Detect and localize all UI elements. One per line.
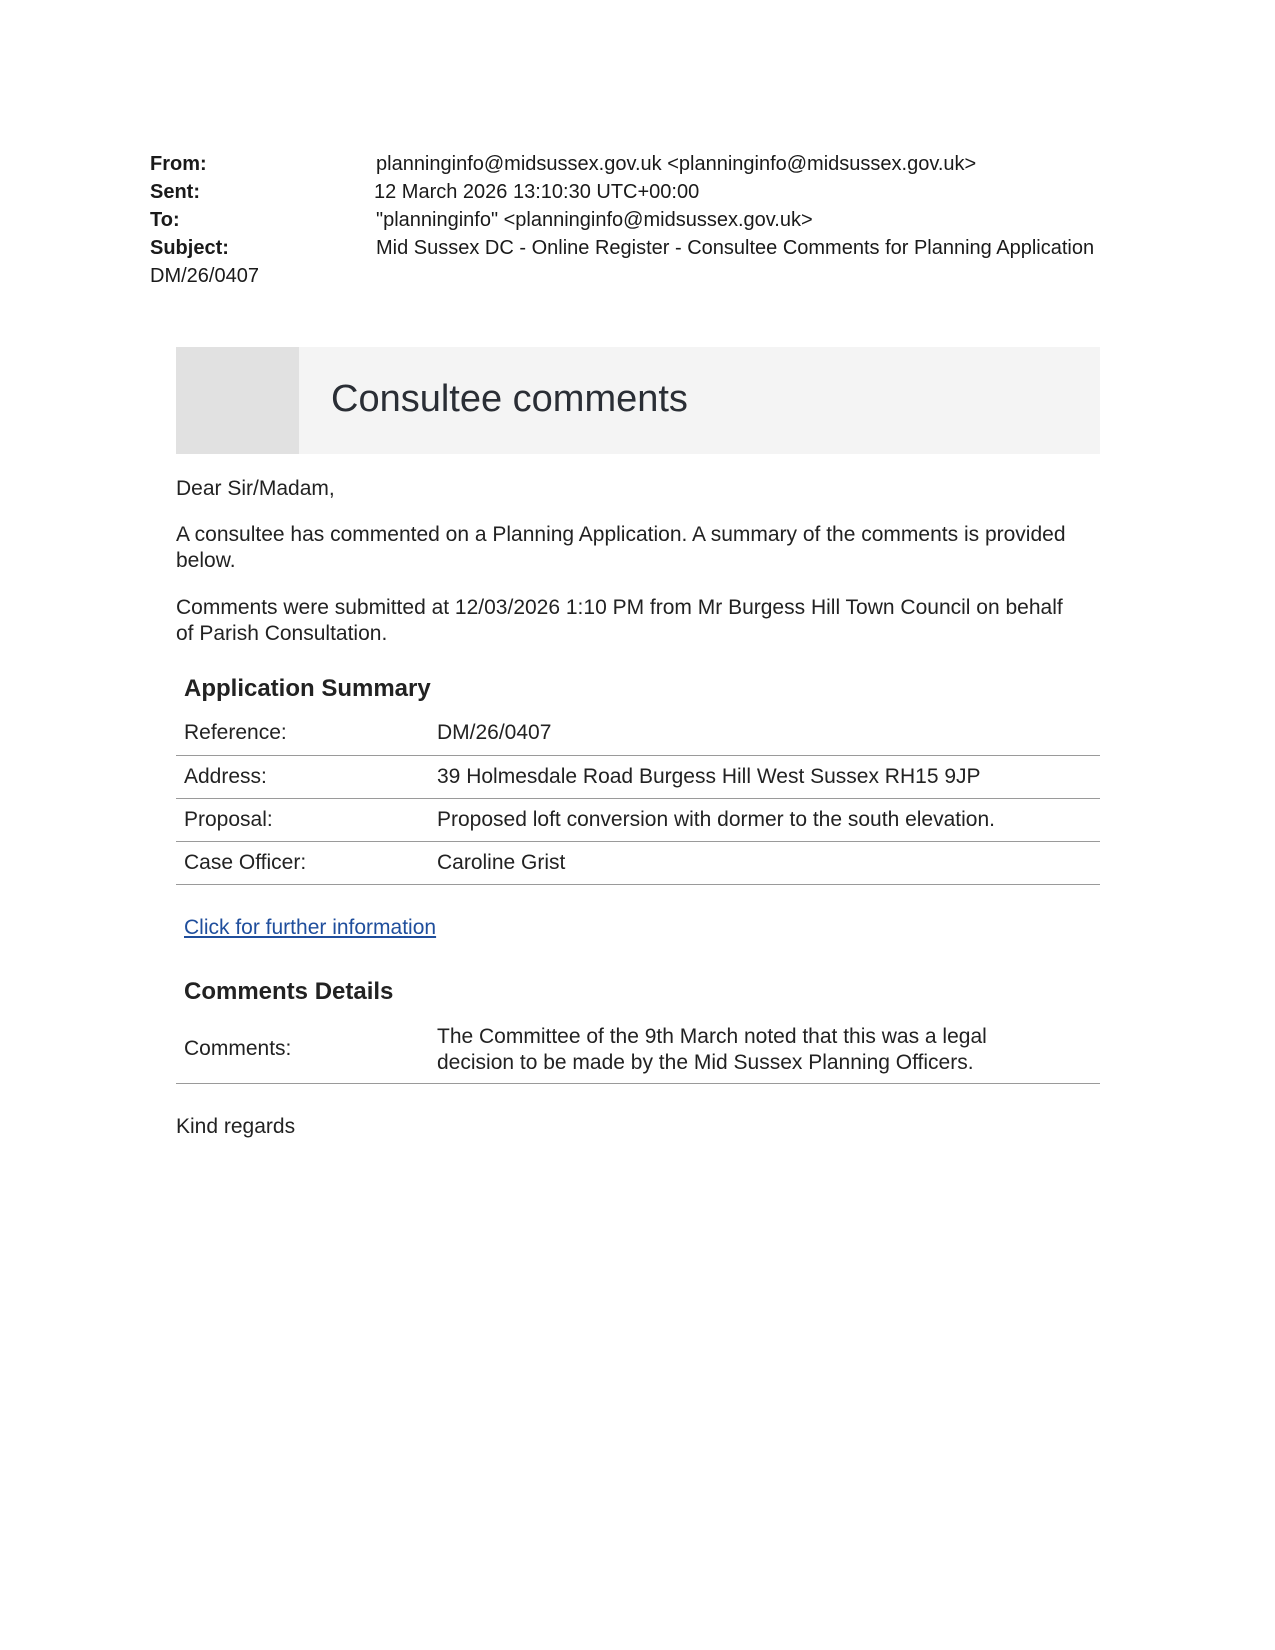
email-header	[150, 150, 1150, 290]
closing: Kind regards	[176, 1115, 296, 1138]
case-officer-label: Case Officer:	[184, 851, 307, 874]
greeting: Dear Sir/Madam,	[176, 477, 335, 500]
application-summary-heading: Application Summary	[184, 675, 431, 702]
summary-row-case-officer	[176, 842, 1100, 885]
reference-label: Reference:	[184, 721, 287, 744]
to-value: "planninginfo" <planninginfo@midsussex.gov.uk>	[376, 209, 813, 231]
sent-value: 12 March 2026 13:10:30 UTC+00:00	[374, 181, 700, 203]
banner-logo-placeholder	[176, 347, 299, 454]
to-label: To:	[150, 209, 180, 231]
subject-continuation: DM/26/0407	[150, 265, 259, 287]
summary-row-proposal	[176, 799, 1100, 842]
further-information-link[interactable]: Click for further information	[184, 916, 437, 939]
comments-details-heading: Comments Details	[184, 978, 394, 1005]
from-row	[150, 150, 1150, 178]
banner-title: Consultee comments	[331, 378, 688, 420]
address-value: 39 Holmesdale Road Burgess Hill West Sussex RH15 9JP	[437, 765, 981, 788]
address-label: Address:	[184, 765, 267, 788]
intro-paragraph-2: Comments were submitted at 12/03/2026 1:10 PM from Mr Burgess Hill Town Council on behalf of Parish Consultation.	[176, 596, 1063, 645]
from-value: planninginfo@midsussex.gov.uk <planninginfo@midsussex.gov.uk>	[376, 153, 977, 175]
proposal-label: Proposal:	[184, 808, 273, 831]
sent-label: Sent:	[150, 181, 200, 203]
proposal-value: Proposed loft conversion with dormer to the south elevation.	[437, 808, 995, 831]
subject-value: Mid Sussex DC - Online Register - Consultee Comments for Planning Application	[376, 237, 1095, 259]
intro-paragraph-1: A consultee has commented on a Planning Application. A summary of the comments is provided below.	[176, 523, 1066, 572]
application-summary-table	[176, 712, 1100, 885]
subject-row	[150, 234, 1150, 262]
summary-row-reference	[176, 712, 1100, 756]
subject-label: Subject:	[150, 237, 229, 259]
from-label: From:	[150, 153, 207, 175]
to-row	[150, 206, 1150, 234]
reference-value: DM/26/0407	[437, 721, 552, 744]
comments-value: The Committee of the 9th March noted that this was a legal decision to be made by the Mid Sussex Planning Officers.	[437, 1025, 987, 1074]
comments-details-table	[176, 1016, 1100, 1084]
sent-row	[150, 178, 1150, 206]
banner	[176, 347, 1100, 454]
case-officer-value: Caroline Grist	[437, 851, 566, 874]
comments-label: Comments:	[184, 1037, 292, 1060]
summary-row-address	[176, 756, 1100, 799]
comments-row	[176, 1016, 1100, 1084]
